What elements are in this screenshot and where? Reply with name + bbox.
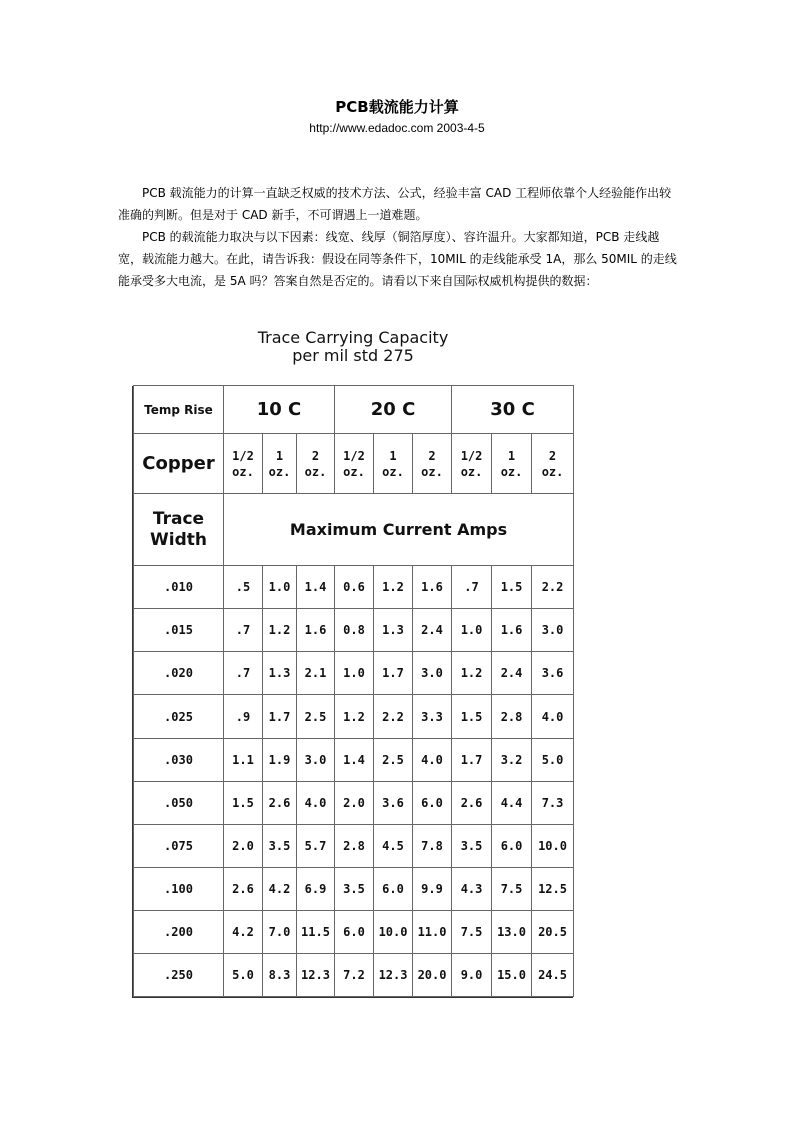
current-value-cell: 2.2 [532,566,574,609]
current-value-cell: 1.9 [263,738,297,781]
current-value-cell: 2.0 [335,781,374,824]
current-value-cell: 2.5 [297,695,335,738]
copper-weight-unit: oz. [382,464,404,479]
table-row [134,738,574,781]
current-value-cell: 2.5 [374,738,413,781]
current-value-cell: 13.0 [492,910,532,953]
trace-width-cell: .075 [134,824,224,867]
copper-weight-header [452,434,492,494]
current-value-cell: 3.0 [413,652,452,695]
current-value-cell: 24.5 [532,953,574,996]
trace-width-cell: .020 [134,652,224,695]
current-value-cell: 10.0 [532,824,574,867]
current-value-cell: 2.6 [224,867,263,910]
table-row [134,609,574,652]
copper-weight-amount: 1/2 [460,448,483,463]
current-value-cell: 5.7 [297,824,335,867]
current-value-cell: 12.3 [297,953,335,996]
current-value-cell: 2.2 [374,695,413,738]
figure-title [218,329,488,365]
current-value-cell: .7 [224,609,263,652]
temp-header: 10 C [224,386,335,434]
current-value-cell: 1.6 [492,609,532,652]
current-value-cell: 4.3 [452,867,492,910]
current-value-cell: 2.4 [492,652,532,695]
current-value-cell: .5 [224,566,263,609]
current-value-cell: .7 [452,566,492,609]
current-value-cell: 1.7 [263,695,297,738]
current-value-cell: 6.0 [335,910,374,953]
current-value-cell: 4.2 [263,867,297,910]
copper-weight-header [224,434,263,494]
current-value-cell: 5.0 [532,738,574,781]
current-value-cell: 7.5 [452,910,492,953]
current-value-cell: 1.2 [452,652,492,695]
current-value-cell: 3.6 [532,652,574,695]
copper-weight-header [413,434,452,494]
current-value-cell: 10.0 [374,910,413,953]
current-value-cell: 1.3 [263,652,297,695]
copper-weight-unit: oz. [304,464,327,479]
copper-weight-unit: oz. [421,464,443,479]
trace-width-cell: .050 [134,781,224,824]
copper-weight-unit: oz. [500,464,523,479]
table-row [134,566,574,609]
current-value-cell: 2.1 [297,652,335,695]
current-value-cell: 6.0 [492,824,532,867]
table-body [134,386,574,997]
table-row [134,910,574,953]
current-value-cell: 2.6 [452,781,492,824]
table-row [134,781,574,824]
current-value-cell: 1.3 [374,609,413,652]
trace-width-cell: .010 [134,566,224,609]
copper-weight-header [532,434,574,494]
current-value-cell: 11.5 [297,910,335,953]
copper-weight-header [297,434,335,494]
current-value-cell: 4.4 [492,781,532,824]
current-value-cell: .9 [224,695,263,738]
copper-weight-amount: 2 [428,448,436,463]
current-value-cell: 15.0 [492,953,532,996]
table-row [134,867,574,910]
current-value-cell: 6.0 [413,781,452,824]
max-current-label: Maximum Current Amps [224,494,574,566]
current-value-cell: 1.4 [297,566,335,609]
document-subtitle: http://www.edadoc.com 2003-4-5 [309,121,485,135]
copper-row [134,434,574,494]
copper-weight-amount: 1 [507,448,516,463]
current-value-cell: 1.0 [335,652,374,695]
current-value-cell: 7.3 [532,781,574,824]
copper-weight-unit: oz. [232,464,254,479]
current-value-cell: 7.8 [413,824,452,867]
current-value-cell: 4.5 [374,824,413,867]
paragraph-2: PCB 的载流能力取决与以下因素：线宽、线厚（铜箔厚度）、容许温升。大家都知道，PCB 走线越宽，载流能力越大。在此，请告诉我：假设在同等条件下，10MIL 的走线能承受 1A，那么 50MIL 的走线能承受多大电流，是 5A 吗？答案自然是否定的。请看以下来自国际权威机构提供的数据： [118,230,677,288]
current-value-cell: 3.3 [413,695,452,738]
current-value-cell: 1.0 [452,609,492,652]
temp-header: 30 C [452,386,574,434]
current-value-cell: 1.5 [492,566,532,609]
current-value-cell: 9.9 [413,867,452,910]
copper-weight-amount: 2 [311,448,320,463]
current-value-cell: 2.4 [413,609,452,652]
trace-width-cell: .100 [134,867,224,910]
current-value-cell: 1.4 [335,738,374,781]
current-value-cell: 1.6 [413,566,452,609]
current-value-cell: 1.1 [224,738,263,781]
table-row [134,695,574,738]
trace-width-cell: .015 [134,609,224,652]
current-value-cell: 8.3 [263,953,297,996]
current-value-cell: 20.0 [413,953,452,996]
table-row [134,652,574,695]
paragraph-1: PCB 载流能力的计算一直缺乏权威的技术方法、公式，经验丰富 CAD 工程师依靠个人经验能作出较准确的判断。但是对于 CAD 新手，不可谓遇上一道难题。 [118,186,672,222]
current-value-cell: 3.0 [532,609,574,652]
current-value-cell: 3.5 [263,824,297,867]
current-value-cell: 12.3 [374,953,413,996]
current-value-cell: 2.0 [224,824,263,867]
current-value-cell: 1.5 [224,781,263,824]
copper-weight-header [335,434,374,494]
current-value-cell: 1.7 [452,738,492,781]
current-value-cell: 4.0 [532,695,574,738]
current-value-cell: 1.7 [374,652,413,695]
figure-title-line-1: Trace Carrying Capacity [257,328,449,347]
copper-weight-amount: 1 [389,448,397,463]
trace-capacity-table [133,385,574,997]
trace-width-cell: .025 [134,695,224,738]
current-value-cell: 1.6 [297,609,335,652]
current-value-cell: 5.0 [224,953,263,996]
current-value-cell: 2.8 [492,695,532,738]
current-value-cell: 0.8 [335,609,374,652]
current-value-cell: 3.6 [374,781,413,824]
trace-width-label [134,494,224,566]
current-value-cell: 1.2 [263,609,297,652]
current-value-cell: 3.5 [452,824,492,867]
copper-weight-header [263,434,297,494]
current-value-cell: 7.5 [492,867,532,910]
current-value-cell: 4.0 [297,781,335,824]
current-value-cell: 1.2 [335,695,374,738]
current-value-cell: 3.0 [297,738,335,781]
trace-width-cell: .030 [134,738,224,781]
copper-weight-amount: 1 [275,448,284,463]
document-body [118,182,678,292]
copper-weight-unit: oz. [460,464,483,479]
trace-width-label-line-1: Trace [152,508,205,529]
current-value-cell: 1.5 [452,695,492,738]
current-value-cell: 3.5 [335,867,374,910]
copper-weight-header [492,434,532,494]
copper-weight-unit: oz. [343,464,365,479]
current-value-cell: .7 [224,652,263,695]
current-value-cell: 0.6 [335,566,374,609]
current-value-cell: 20.5 [532,910,574,953]
copper-label: Copper [134,434,224,494]
copper-weight-unit: oz. [268,464,291,479]
current-value-cell: 2.6 [263,781,297,824]
copper-weight-amount: 1/2 [232,448,254,463]
current-value-cell: 1.2 [374,566,413,609]
copper-weight-amount: 2 [548,448,557,463]
figure-title-line-2: per mil std 275 [292,346,414,365]
current-value-cell: 6.0 [374,867,413,910]
trace-width-cell: .250 [134,953,224,996]
trace-width-label-line-2: Width [150,529,207,550]
current-value-cell: 9.0 [452,953,492,996]
trace-width-cell: .200 [134,910,224,953]
current-value-cell: 7.2 [335,953,374,996]
current-value-cell: 4.2 [224,910,263,953]
copper-weight-header [374,434,413,494]
document-title: PCB载流能力计算 [335,98,459,116]
copper-weight-amount: 1/2 [343,448,365,463]
current-value-cell: 3.2 [492,738,532,781]
table-row [134,953,574,996]
current-value-cell: 2.8 [335,824,374,867]
temp-rise-label: Temp Rise [134,386,224,434]
table-row [134,824,574,867]
current-value-cell: 11.0 [413,910,452,953]
trace-width-header-row [134,494,574,566]
current-value-cell: 1.0 [263,566,297,609]
temp-header: 20 C [335,386,452,434]
copper-weight-unit: oz. [541,464,564,479]
current-value-cell: 12.5 [532,867,574,910]
current-value-cell: 6.9 [297,867,335,910]
current-value-cell: 7.0 [263,910,297,953]
current-value-cell: 4.0 [413,738,452,781]
temp-rise-row [134,386,574,434]
